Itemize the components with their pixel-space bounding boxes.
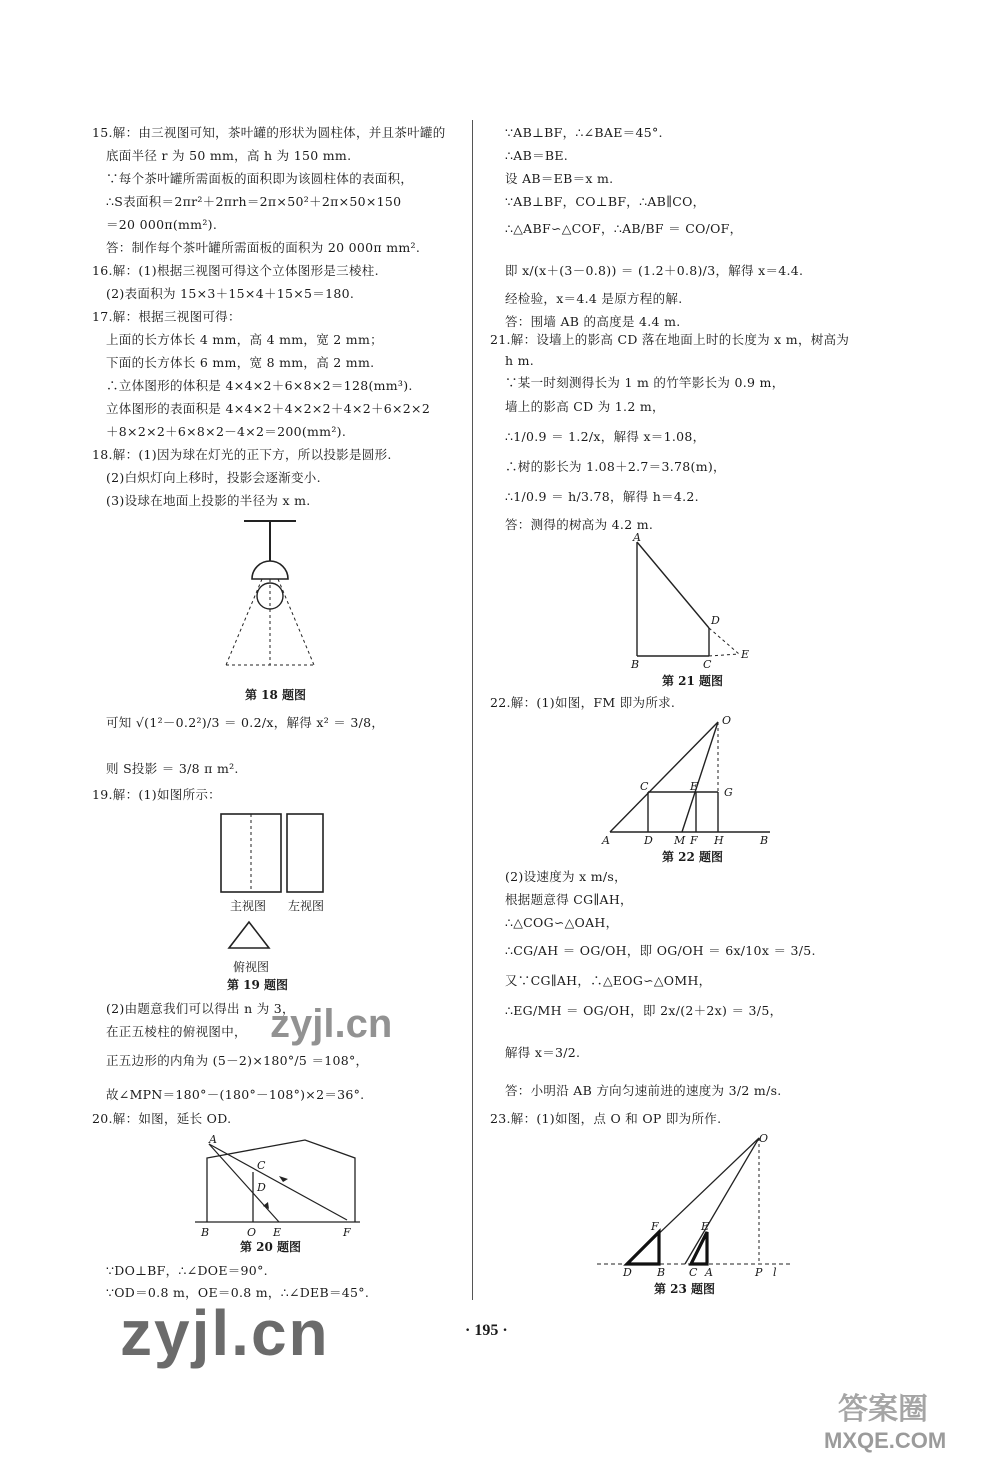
text-line: ∵DO⊥BF，∴∠DOE＝90°. <box>106 1263 268 1278</box>
text-line: ∴EG/MH ＝ OG/OH，即 2x/(2＋2x) ＝ 3/5， <box>505 1003 783 1018</box>
text-line: 墙上的影高 CD 为 1.2 m， <box>505 399 665 414</box>
text-line: ∵某一时刻测得长为 1 m 的竹竿影长为 0.9 m， <box>505 375 785 390</box>
point-label: A <box>705 1266 713 1279</box>
text-line: 经检验，x＝4.4 是原方程的解. <box>505 291 683 306</box>
point-label: F <box>651 1220 659 1233</box>
text-line: ∴△COG∽△OAH， <box>505 915 619 930</box>
text-line: (3)设球在地面上投影的半径为 x m. <box>106 493 311 508</box>
top-view-label: 俯视图 <box>233 960 270 974</box>
text-line: 答：测得的树高为 4.2 m. <box>505 517 654 532</box>
figure-19 <box>215 812 335 957</box>
text-line: 即 x/(x＋(3－0.8)) ＝ (1.2＋0.8)/3，解得 x＝4.4. <box>505 263 804 278</box>
figure-22-caption: 第 22 题图 <box>662 850 724 864</box>
point-label: A <box>633 531 641 544</box>
text-line: 22.解：(1)如图，FM 即为所求. <box>490 695 676 710</box>
text-line: 17.解：根据三视图可得： <box>92 309 241 324</box>
point-label: D <box>623 1266 632 1279</box>
point-label: B <box>631 658 640 671</box>
point-label: E <box>690 780 699 793</box>
text-line: 在正五棱柱的俯视图中， <box>106 1024 247 1039</box>
watermark-main: zyjl.cn <box>120 1297 330 1369</box>
watermark-small: zyjl.cn <box>270 1002 393 1046</box>
point-label: C <box>257 1159 266 1172</box>
text-line: ＝20 000π(mm²). <box>106 217 218 232</box>
text-line: 下面的长方体长 6 mm，宽 8 mm，高 2 mm. <box>106 355 375 370</box>
point-label: B <box>760 834 769 847</box>
text-line: 答：围墙 AB 的高度是 4.4 m. <box>505 314 681 329</box>
watermark-logo: 答案圈 <box>838 1393 928 1426</box>
text-line: 则 S投影 ＝ 3/8 π m². <box>106 761 239 776</box>
text-line: (2)由题意我们可以得出 n 为 3， <box>106 1001 295 1016</box>
text-line: 19.解：(1)如图所示： <box>92 787 221 802</box>
figure-23-caption: 第 23 题图 <box>654 1282 716 1296</box>
text-line: ∴△ABF∽△COF，∴AB/BF ＝ CO/OF， <box>505 221 743 236</box>
text-line: ∵AB⊥BF，∴∠BAE＝45°. <box>505 125 663 140</box>
point-label: D <box>644 834 653 847</box>
front-view-label: 主视图 <box>230 899 267 913</box>
text-line: 21.解：设墙上的影高 CD 落在地面上时的长度为 x m，树高为 <box>490 332 850 347</box>
text-line: 20.解：如图，延长 OD. <box>92 1111 232 1126</box>
text-line: (2)白炽灯向上移时，投影会逐渐变小. <box>106 470 321 485</box>
point-label: D <box>711 614 720 627</box>
point-label: O <box>247 1226 257 1239</box>
figure-20 <box>195 1132 365 1238</box>
figure-21 <box>625 532 785 672</box>
column-divider <box>472 120 473 1300</box>
text-line: 底面半径 r 为 50 mm，高 h 为 150 mm. <box>106 148 352 163</box>
text-line: ∴树的影长为 1.08＋2.7＝3.78(m)， <box>505 459 726 474</box>
point-label: C <box>640 780 649 793</box>
text-line: ＋8×2×2＋6×8×2－4×2＝200(mm²). <box>106 424 347 439</box>
figure-18-caption: 第 18 题图 <box>245 688 307 702</box>
point-label: F <box>690 834 698 847</box>
text-line: 15.解：由三视图可知，茶叶罐的形状为圆柱体，并且茶叶罐的 <box>92 125 446 140</box>
text-line: 上面的长方体长 4 mm，高 4 mm，宽 2 mm； <box>106 332 383 347</box>
figure-20-caption: 第 20 题图 <box>240 1240 302 1254</box>
text-line: 答：制作每个茶叶罐所需面板的面积为 20 000π mm². <box>106 240 421 255</box>
point-label: C <box>703 658 712 671</box>
point-label: C <box>689 1266 698 1279</box>
text-line: 16.解：(1)根据三视图可得这个立体图形是三棱柱. <box>92 263 379 278</box>
point-label: O <box>722 714 732 727</box>
point-label: B <box>201 1226 210 1239</box>
text-line: 根据题意得 CG∥AH， <box>505 892 633 907</box>
figure-22 <box>600 710 790 850</box>
point-label: F <box>343 1226 351 1239</box>
text-line: h m. <box>505 353 535 368</box>
point-label: H <box>714 834 724 847</box>
point-label: E <box>741 648 750 661</box>
text-line: 答：小明沿 AB 方向匀速前进的速度为 3/2 m/s. <box>505 1083 782 1098</box>
text-line: ∴AB＝BE. <box>505 148 569 163</box>
point-label: A <box>602 834 610 847</box>
figure-19-caption: 第 19 题图 <box>227 978 289 992</box>
text-line: ∵AB⊥BF，CO⊥BF，∴AB∥CO， <box>505 194 706 209</box>
point-label: O <box>759 1132 769 1145</box>
text-line: 立体图形的表面积是 4×4×2＋4×2×2＋4×2＋6×2×2 <box>106 401 431 416</box>
text-line: (2)表面积为 15×3＋15×4＋15×5＝180. <box>106 286 355 301</box>
text-line: ∴CG/AH ＝ OG/OH，即 OG/OH ＝ 6x/10x ＝ 3/5. <box>505 943 816 958</box>
point-label: E <box>701 1220 710 1233</box>
watermark-url: MXQE.COM <box>824 1428 947 1453</box>
point-label: B <box>657 1266 666 1279</box>
figure-18 <box>200 515 360 685</box>
text-line: 23.解：(1)如图，点 O 和 OP 即为所作. <box>490 1111 722 1126</box>
text-line: 18.解：(1)因为球在灯光的正下方，所以投影是圆形. <box>92 447 392 462</box>
point-label: M <box>674 834 686 847</box>
text-line: 故∠MPN＝180°－(180°－108°)×2＝36°. <box>106 1087 365 1102</box>
page-number: · 195 · <box>465 1322 508 1339</box>
text-line: ∴S表面积＝2πr²＋2πrh＝2π×50²＋2π×50×150 <box>106 194 402 209</box>
text-line: ∵OD＝0.8 m，OE＝0.8 m，∴∠DEB＝45°. <box>106 1285 370 1300</box>
figure-21-caption: 第 21 题图 <box>662 674 724 688</box>
text-line: ∴1/0.9 ＝ h/3.78，解得 h＝4.2. <box>505 489 699 504</box>
text-line: 设 AB＝EB＝x m. <box>505 171 614 186</box>
left-view-label: 左视图 <box>288 899 325 913</box>
text-line: (2)设速度为 x m/s， <box>505 869 627 884</box>
point-label: E <box>273 1226 282 1239</box>
figure-23 <box>595 1128 795 1278</box>
text-line: 又∵CG∥AH，∴△EOG∽△OMH， <box>505 973 712 988</box>
text-line: 可知 √(1²－0.2²)/3 ＝ 0.2/x，解得 x² ＝ 3/8， <box>106 715 385 730</box>
text-line: ∴立体图形的体积是 4×4×2＋6×8×2＝128(mm³). <box>106 378 413 393</box>
point-label: A <box>209 1133 217 1146</box>
text-line: ∴1/0.9 ＝ 1.2/x，解得 x＝1.08， <box>505 429 706 444</box>
point-label: D <box>257 1181 266 1194</box>
point-label: G <box>724 786 733 799</box>
text-line: 解得 x＝3/2. <box>505 1045 581 1060</box>
text-line: 正五边形的内角为 (5－2)×180°/5 ＝108°， <box>106 1053 369 1068</box>
point-label: l <box>773 1266 777 1279</box>
point-label: P <box>755 1266 763 1279</box>
text-line: ∵每个茶叶罐所需面板的面积即为该圆柱体的表面积， <box>106 171 414 186</box>
